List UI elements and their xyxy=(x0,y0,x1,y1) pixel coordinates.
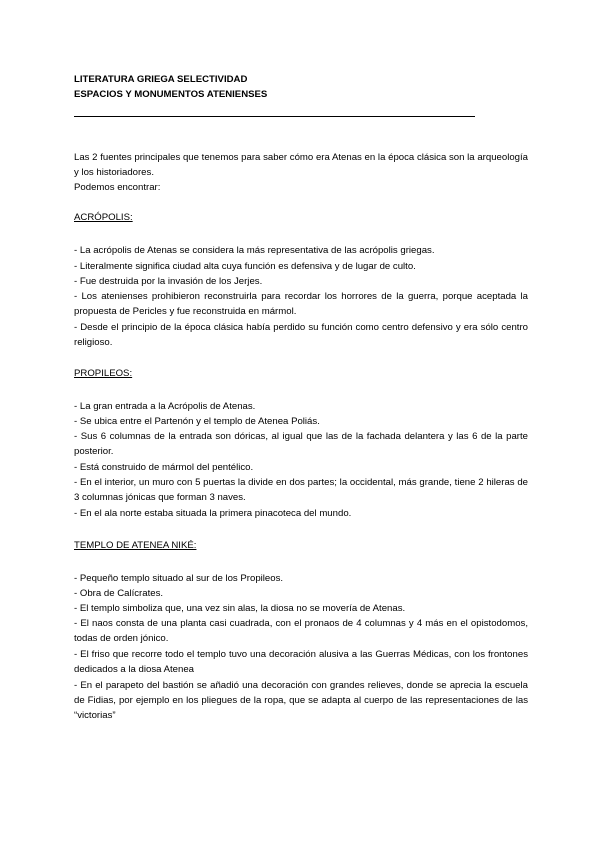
list-item: - En el parapeto del bastión se añadió una decoración con grandes relieves, donde se aprecia la escuela de Fidias, por ejemplo en los pliegues de la ropa, que se adapta al cuerpo de las representaciones de las “victorias” xyxy=(74,680,528,722)
list-item: - En el interior, un muro con 5 puertas la divide en dos partes; la occidental, más grande, tiene 2 hileras de 3 columnas jónicas que forman 3 naves. xyxy=(74,477,528,504)
list-item: - En el ala norte estaba situada la primera pinacoteca del mundo. xyxy=(74,508,352,519)
list-item: - El naos consta de una planta casi cuadrada, con el pronaos de 4 columnas y 4 más en el opistodomos, todas de orden jónico. xyxy=(74,618,528,645)
intro-lead: Podemos encontrar: xyxy=(74,182,161,193)
list-item: - Se ubica entre el Partenón y el templo de Atenea Poliás. xyxy=(74,416,320,427)
section-heading-propileos: PROPILEOS: xyxy=(74,368,133,379)
list-item: - Pequeño templo situado al sur de los Propileos. xyxy=(74,573,284,584)
header-underline xyxy=(74,116,475,117)
list-item: - Sus 6 columnas de la entrada son dóricas, al igual que las de la fachada delantera y las 6 de la parte posterior. xyxy=(74,431,528,458)
section-heading-nike: TEMPLO DE ATENEA NIKÉ: xyxy=(74,540,197,551)
document-header xyxy=(74,73,534,102)
list-item: - Fue destruida por la invasión de los Jerjes. xyxy=(74,276,263,287)
section-heading-acropolis: ACRÓPOLIS: xyxy=(74,212,133,223)
list-item: - Obra de Calícrates. xyxy=(74,588,164,599)
list-item: - Los atenienses prohibieron reconstruirla para recordar los horrores de la guerra, porque aceptada la propuesta de Pericles y fue reconstruida en mármol. xyxy=(74,291,528,318)
list-item: - La gran entrada a la Acrópolis de Atenas. xyxy=(74,401,256,412)
list-item: - Literalmente significa ciudad alta cuya función es defensiva y de lugar de culto. xyxy=(74,261,416,272)
intro-paragraph: Las 2 fuentes principales que tenemos para saber cómo era Atenas en la época clásica son la arqueología y los historiadores. xyxy=(74,152,528,179)
list-item: - Desde el principio de la época clásica había perdido su función como centro defensivo y era sólo centro religioso. xyxy=(74,322,528,349)
list-item: - El templo simboliza que, una vez sin alas, la diosa no se movería de Atenas. xyxy=(74,603,406,614)
list-item: - Está construido de mármol del pentélico. xyxy=(74,462,254,473)
document-title: ESPACIOS Y MONUMENTOS ATENIENSES xyxy=(74,88,268,100)
course-title: LITERATURA GRIEGA SELECTIVIDAD xyxy=(74,74,248,85)
list-item: - El friso que recorre todo el templo tuvo una decoración alusiva a las Guerras Médicas, con los frontones dedicados a la diosa Atenea xyxy=(74,649,528,676)
list-item: - La acrópolis de Atenas se considera la más representativa de las acrópolis griegas. xyxy=(74,245,435,256)
